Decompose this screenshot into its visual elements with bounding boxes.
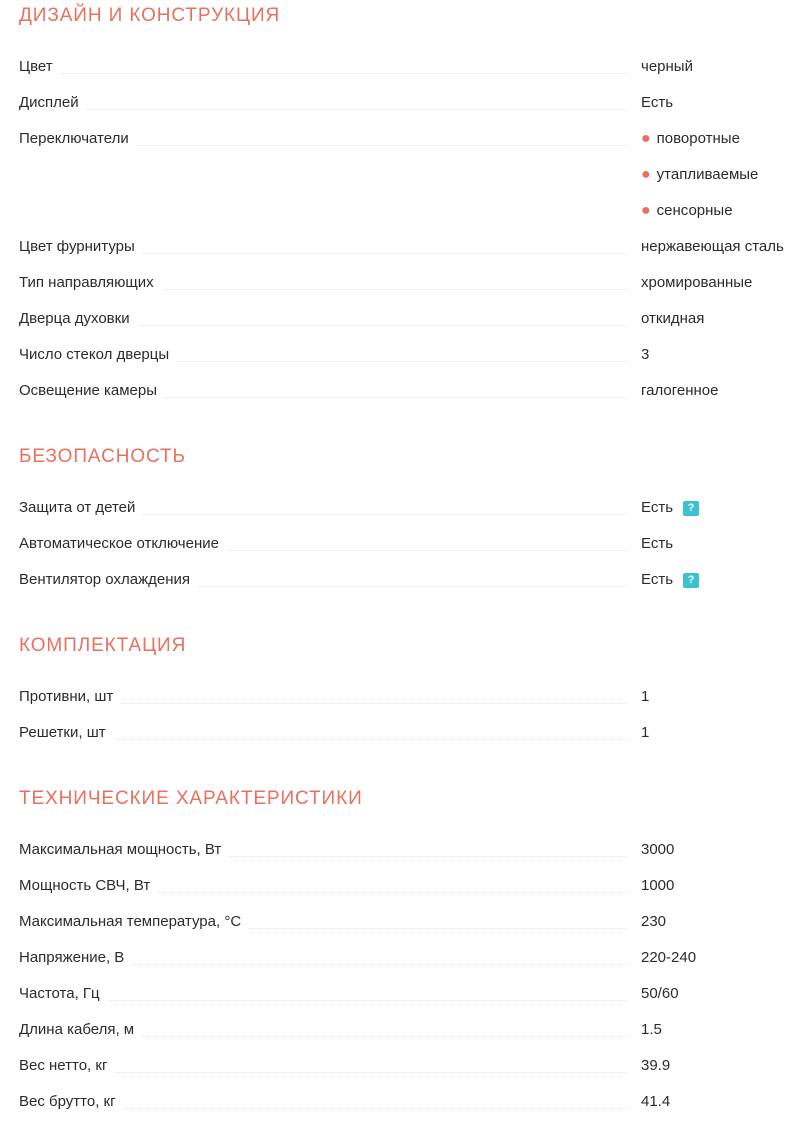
spec-row xyxy=(0,715,807,751)
dotted-leader xyxy=(25,109,628,110)
spec-value-with-help xyxy=(641,490,699,526)
spec-value-list-item xyxy=(641,157,758,193)
dotted-leader xyxy=(25,1000,628,1001)
bullet-icon: ● xyxy=(641,130,651,147)
spec-value: 1 xyxy=(641,688,650,705)
spec-label: Вес нетто, кг xyxy=(19,1048,115,1084)
section-safety xyxy=(0,441,807,598)
section-title: КОМПЛЕКТАЦИЯ xyxy=(19,635,187,656)
spec-row xyxy=(0,904,807,940)
spec-label: Переключатели xyxy=(19,121,137,157)
dotted-leader xyxy=(25,1072,628,1073)
spec-value: 1000 xyxy=(641,877,675,894)
spec-list xyxy=(0,832,807,1120)
section-technical xyxy=(0,783,807,1120)
spec-value-text: сенсорные xyxy=(656,202,733,219)
spec-value: 3000 xyxy=(641,841,675,858)
section-package xyxy=(0,630,807,751)
spec-value: 1.5 xyxy=(641,1021,662,1038)
dotted-leader xyxy=(25,73,628,74)
spec-label: Цвет фурнитуры xyxy=(19,229,143,265)
spec-list xyxy=(0,490,807,598)
spec-row xyxy=(0,301,807,337)
spec-label: Дверца духовки xyxy=(19,301,138,337)
bullet-icon: ● xyxy=(641,166,651,183)
spec-row-continuation xyxy=(0,157,807,193)
spec-label: Противни, шт xyxy=(19,679,121,715)
spec-label: Автоматическое отключение xyxy=(19,526,227,562)
help-icon[interactable]: ? xyxy=(683,501,699,516)
spec-row xyxy=(0,976,807,1012)
spec-row xyxy=(0,1084,807,1120)
spec-row xyxy=(0,337,807,373)
spec-label: Решетки, шт xyxy=(19,715,114,751)
spec-value: Есть xyxy=(641,535,674,552)
help-icon[interactable]: ? xyxy=(683,573,699,588)
bullet-icon: ● xyxy=(641,202,651,219)
spec-value: 1 xyxy=(641,724,650,741)
spec-row xyxy=(0,373,807,409)
spec-value: 50/60 xyxy=(641,985,679,1002)
spec-row xyxy=(0,526,807,562)
spec-row xyxy=(0,229,807,265)
spec-row xyxy=(0,832,807,868)
spec-value-text: утапливаемые xyxy=(656,166,759,183)
spec-value: 41.4 xyxy=(641,1093,671,1110)
spec-label: Частота, Гц xyxy=(19,976,108,1012)
section-title: ДИЗАЙН И КОНСТРУКЦИЯ xyxy=(19,5,281,26)
spec-value-list-item xyxy=(641,193,733,229)
spec-label: Число стекол дверцы xyxy=(19,337,177,373)
spec-label: Защита от детей xyxy=(19,490,143,526)
spec-value: откидная xyxy=(641,310,705,327)
spec-value: 3 xyxy=(641,346,650,363)
spec-value: галогенное xyxy=(641,382,719,399)
spec-row xyxy=(0,49,807,85)
spec-row xyxy=(0,1048,807,1084)
section-title: ТЕХНИЧЕСКИЕ ХАРАКТЕРИСТИКИ xyxy=(19,788,363,809)
spec-label: Максимальная температура, °C xyxy=(19,904,249,940)
spec-value-with-help xyxy=(641,562,699,598)
spec-value-text: Есть xyxy=(641,571,674,588)
section-title: БЕЗОПАСНОСТЬ xyxy=(19,446,186,467)
spec-label: Вентилятор охлаждения xyxy=(19,562,198,598)
spec-row xyxy=(0,85,807,121)
spec-label: Тип направляющих xyxy=(19,265,162,301)
spec-label: Максимальная мощность, Вт xyxy=(19,832,229,868)
spec-label: Освещение камеры xyxy=(19,373,165,409)
spec-value: 220-240 xyxy=(641,949,697,966)
spec-value-text: Есть xyxy=(641,499,674,516)
spec-value: хромированные xyxy=(641,274,753,291)
spec-label: Вес брутто, кг xyxy=(19,1084,124,1120)
spec-row xyxy=(0,679,807,715)
spec-row xyxy=(0,940,807,976)
spec-value: черный xyxy=(641,58,693,75)
spec-value: нержавеющая сталь xyxy=(641,238,784,255)
spec-row xyxy=(0,121,807,157)
spec-list xyxy=(0,49,807,409)
section-design xyxy=(0,0,807,409)
spec-label: Напряжение, В xyxy=(19,940,132,976)
spec-row xyxy=(0,265,807,301)
spec-label: Цвет xyxy=(19,49,61,85)
spec-value: 39.9 xyxy=(641,1057,671,1074)
spec-label: Длина кабеля, м xyxy=(19,1012,142,1048)
spec-row xyxy=(0,868,807,904)
spec-label: Мощность СВЧ, Вт xyxy=(19,868,158,904)
spec-value: Есть xyxy=(641,94,674,111)
spec-value: 230 xyxy=(641,913,667,930)
spec-value-text: поворотные xyxy=(656,130,740,147)
spec-row xyxy=(0,1012,807,1048)
spec-label: Дисплей xyxy=(19,85,87,121)
spec-row-continuation xyxy=(0,193,807,229)
spec-row xyxy=(0,562,807,598)
spec-value-list-item xyxy=(641,121,740,157)
spec-list xyxy=(0,679,807,751)
spec-row xyxy=(0,490,807,526)
dotted-leader xyxy=(25,739,628,740)
